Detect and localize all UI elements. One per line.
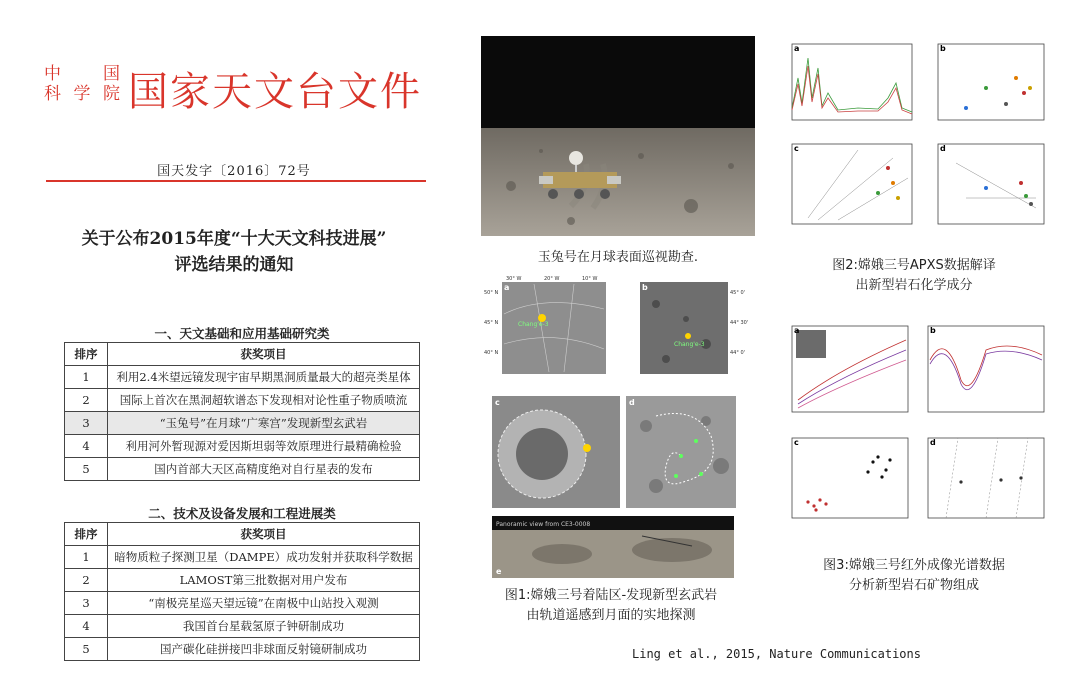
- item-cell: 国际上首次在黑洞超软谱态下发现相对论性重子物质喷流: [108, 389, 420, 412]
- change3-label: Chang'e-3: [518, 321, 549, 328]
- svg-text:10° W: 10° W: [582, 276, 598, 282]
- figure2-panel-c-scatter: [778, 138, 918, 234]
- table-row: [65, 389, 420, 412]
- figure3-caption-line-1: 图3:嫦娥三号红外成像光谱数据: [823, 558, 1005, 573]
- awards-table-basic-research: [64, 342, 420, 481]
- table-row: [65, 458, 420, 481]
- notice-title-line-1: 关于公布2015年度“十大天文科技进展”: [81, 229, 387, 249]
- citation-credit: Ling et al., 2015, Nature Communications: [632, 647, 921, 661]
- figure3-panel-c-scatter: [778, 432, 912, 528]
- figure1-caption: [484, 586, 738, 626]
- item-cell: 我国首台星载氢原子钟研制成功: [108, 615, 420, 638]
- table-header-row: [65, 523, 420, 546]
- panel-label-c: c: [794, 144, 799, 153]
- figure1-panel-b-map: [626, 274, 756, 384]
- figure2-panel-a-spectrum: [778, 38, 918, 132]
- panel-label-e: e: [496, 567, 502, 576]
- figure3-caption-line-2: 分析新型岩石矿物组成: [848, 578, 979, 593]
- figure3-caption: [778, 556, 1050, 596]
- rank-cell: 2: [65, 569, 108, 592]
- table-row: [65, 638, 420, 661]
- header-red-rule: [46, 180, 426, 182]
- rank-cell: 1: [65, 546, 108, 569]
- section-title-basic-research: 一、天文基础和应用基础研究类: [154, 326, 330, 341]
- panel-label-a: a: [794, 326, 800, 335]
- item-cell: 暗物质粒子探测卫星（DAMPE）成功发射并获取科学数据: [108, 546, 420, 569]
- column-header-rank: 排序: [65, 523, 108, 546]
- notice-title-line-2: 评选结果的通知: [174, 255, 294, 275]
- figure2-caption-line-1: 图2:嫦娥三号APXS数据解译: [832, 258, 996, 273]
- panel-label-a: a: [794, 44, 800, 53]
- item-cell: 国内首部大天区高精度绝对自行星表的发布: [108, 458, 420, 481]
- rank-cell: 3: [65, 412, 108, 435]
- panel-label-d: d: [940, 144, 946, 153]
- table-row: [65, 592, 420, 615]
- item-cell: 利用河外暂现源对爱因斯坦弱等效原理进行最精确检验: [108, 435, 420, 458]
- column-header-item: 获奖项目: [108, 343, 420, 366]
- table-row: [65, 569, 420, 592]
- item-cell: “南极亮星巡天望远镜”在南极中山站投入观测: [108, 592, 420, 615]
- rover-photo: [481, 36, 755, 236]
- svg-text:30° W: 30° W: [506, 276, 522, 282]
- change3-label: Chang'e-3: [674, 341, 705, 348]
- item-cell: 利用2.4米望远镜发现宇宙早期黑洞质量最大的超亮类星体: [108, 366, 420, 389]
- item-cell: LAMOST第三批数据对用户发布: [108, 569, 420, 592]
- org-line-1: 中 国: [44, 64, 120, 84]
- figure3-panel-a-reflectance: [778, 320, 912, 426]
- table-row: [65, 546, 420, 569]
- figure3-panel-d-scatter: [916, 432, 1048, 528]
- figure1-caption-line-2: 由轨道遥感到月面的实地探测: [526, 608, 696, 623]
- table-row: [65, 435, 420, 458]
- rank-cell: 4: [65, 615, 108, 638]
- figure2-caption: [778, 256, 1050, 296]
- svg-text:45° 0': 45° 0': [730, 290, 746, 296]
- panel-label-a: a: [504, 283, 510, 292]
- table-header-row: [65, 343, 420, 366]
- panel-label-b: b: [930, 326, 936, 335]
- rank-cell: 4: [65, 435, 108, 458]
- document-number: 国天发字〔2016〕72号: [157, 164, 311, 179]
- figure1-panel-c-crater: [492, 396, 620, 508]
- figure3-panel-b-continuum: [916, 320, 1048, 426]
- rank-cell: 5: [65, 638, 108, 661]
- panel-label-c: c: [495, 398, 500, 407]
- panel-label-d: d: [930, 438, 936, 447]
- rover-caption: 玉兔号在月球表面巡视勘查.: [537, 250, 699, 265]
- panorama-label: Panoramic view from CE3-0008: [496, 521, 591, 528]
- figure1-panel-d-traverse: [626, 396, 736, 508]
- panel-label-c: c: [794, 438, 799, 447]
- org-name: [44, 64, 120, 104]
- figure1-panel-a-map: [484, 274, 624, 384]
- svg-text:50° N: 50° N: [484, 290, 499, 296]
- svg-text:45° N: 45° N: [484, 320, 499, 326]
- panel-label-b: b: [940, 44, 946, 53]
- panel-label-d: d: [629, 398, 635, 407]
- table-row: [65, 366, 420, 389]
- svg-text:20° W: 20° W: [544, 276, 560, 282]
- svg-text:44° 30': 44° 30': [730, 320, 749, 326]
- section-title-technology: 二、技术及设备发展和工程进展类: [148, 506, 336, 521]
- table-row-highlighted: [65, 412, 420, 435]
- figure2-panel-d-scatter: [926, 138, 1048, 234]
- document-header-title: 国家天文台文件: [128, 69, 422, 115]
- column-header-item: 获奖项目: [108, 523, 420, 546]
- item-cell: 国产碳化硅拼接凹非球面反射镜研制成功: [108, 638, 420, 661]
- svg-text:44° 0': 44° 0': [730, 350, 746, 356]
- item-cell: “玉兔号”在月球“广寒宫”发现新型玄武岩: [108, 412, 420, 435]
- figure1-caption-line-1: 图1:嫦娥三号着陆区-发现新型玄武岩: [504, 588, 718, 603]
- svg-text:40° N: 40° N: [484, 350, 499, 356]
- rank-cell: 3: [65, 592, 108, 615]
- awards-table-technology: [64, 522, 420, 661]
- figure1-panel-e-panorama: [492, 516, 734, 578]
- rank-cell: 1: [65, 366, 108, 389]
- column-header-rank: 排序: [65, 343, 108, 366]
- notice-title: [44, 226, 424, 278]
- table-row: [65, 615, 420, 638]
- panel-label-b: b: [642, 283, 648, 292]
- figure2-panel-b-scatter: [926, 38, 1048, 132]
- rank-cell: 5: [65, 458, 108, 481]
- figure2-caption-line-2: 出新型岩石化学成分: [855, 278, 973, 293]
- rank-cell: 2: [65, 389, 108, 412]
- org-line-2: 科学院: [44, 84, 120, 104]
